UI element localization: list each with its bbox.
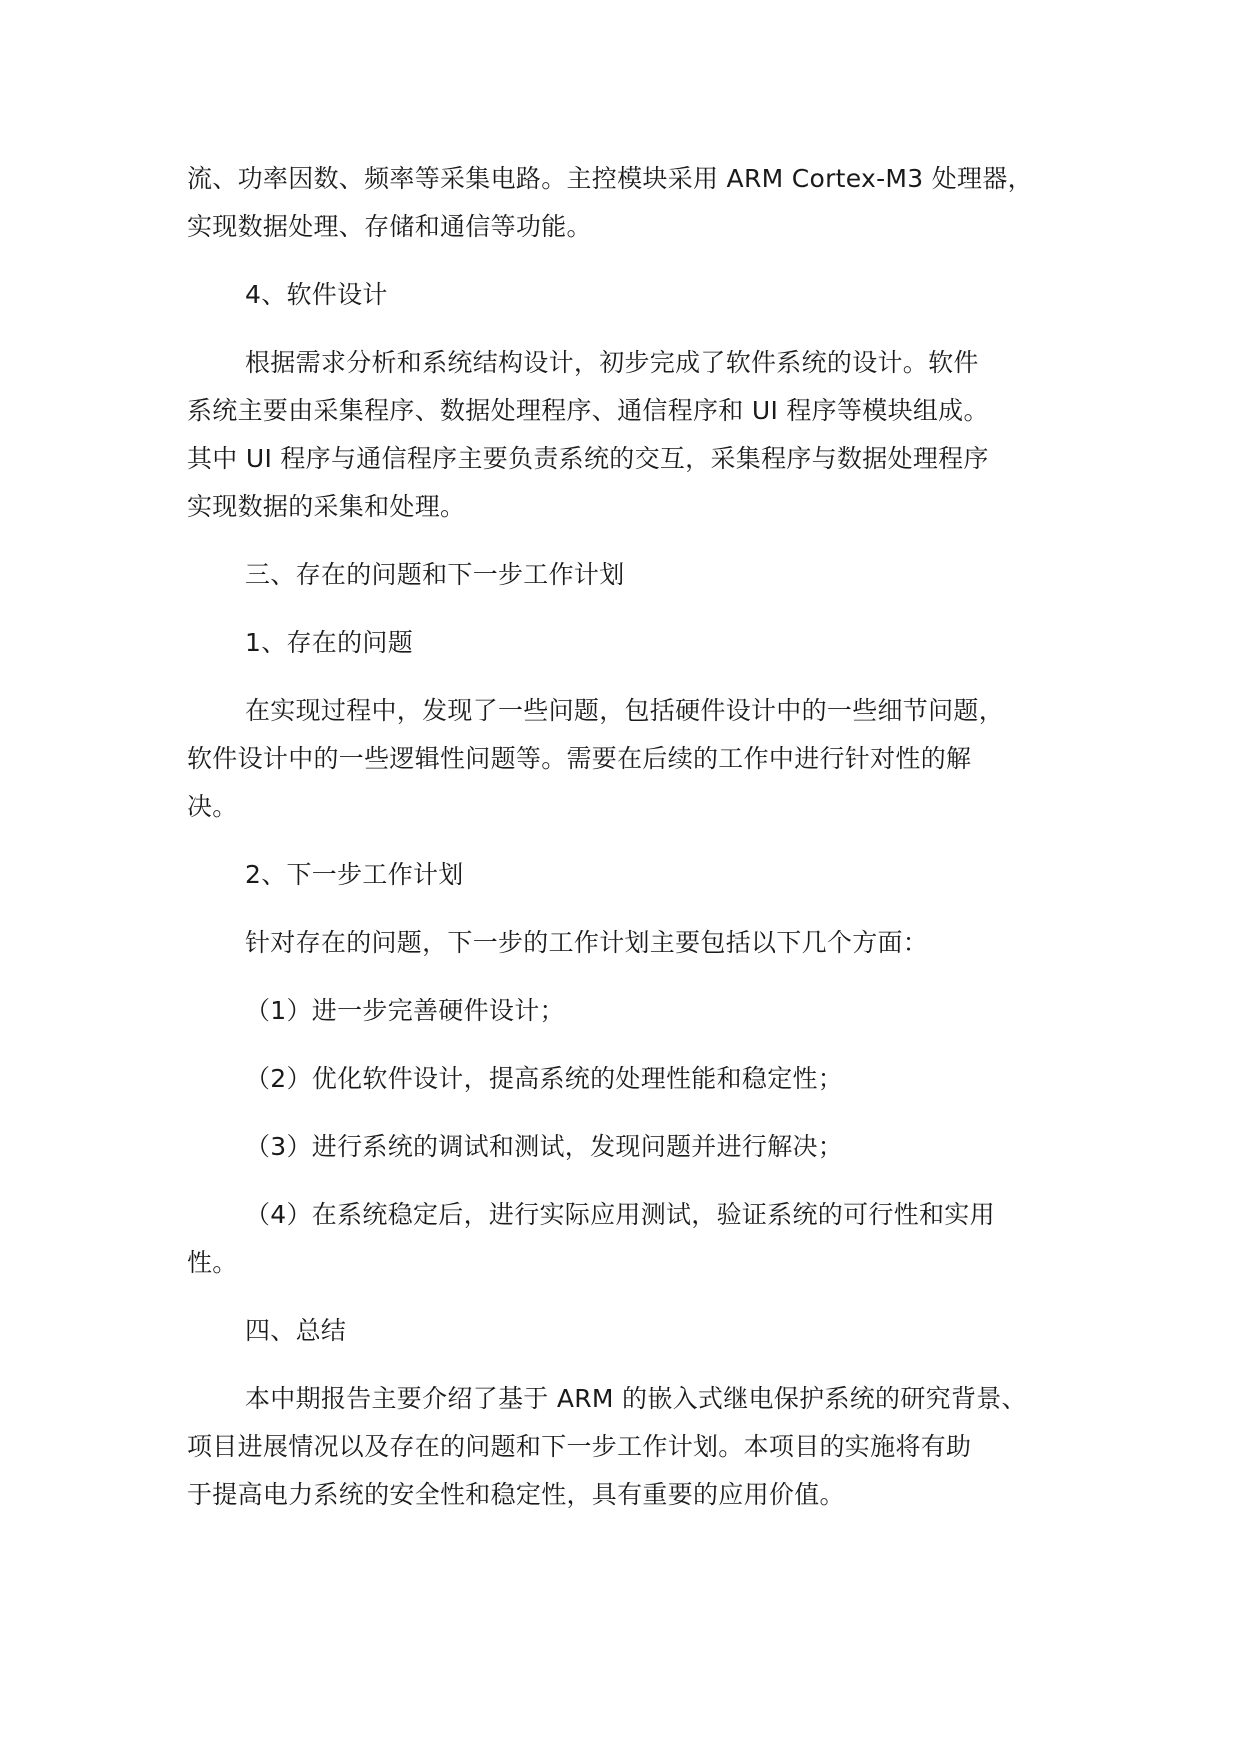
text-line: （2）优化软件设计，提高系统的处理性能和稳定性； (245, 1064, 844, 1093)
text-line: 决。 (187, 792, 238, 821)
text-line: 本中期报告主要介绍了基于 ARM 的嵌入式继电保护系统的研究背景、 (245, 1384, 1027, 1413)
paragraph-problems (187, 687, 1087, 831)
text-line: 系统主要由采集程序、数据处理程序、通信程序和 UI 程序等模块组成。 (187, 396, 989, 425)
text-line: 软件设计中的一些逻辑性问题等。需要在后续的工作中进行针对性的解 (187, 744, 972, 773)
section-heading-problems-plan (187, 551, 1087, 599)
list-item-plan-2 (187, 1055, 1087, 1103)
text-line: 根据需求分析和系统结构设计，初步完成了软件系统的设计。软件 (245, 348, 979, 377)
text-line: 项目进展情况以及存在的问题和下一步工作计划。本项目的实施将有助 (187, 1432, 972, 1461)
paragraph-software-design (187, 339, 1087, 531)
text-line: （3）进行系统的调试和测试，发现问题并进行解决； (245, 1132, 844, 1161)
text-line: 实现数据的采集和处理。 (187, 492, 466, 521)
heading-text: 三、存在的问题和下一步工作计划 (245, 560, 625, 589)
text-line: 于提高电力系统的安全性和稳定性，具有重要的应用价值。 (187, 1480, 845, 1509)
list-item-plan-4 (187, 1191, 1087, 1287)
subsection-heading-next-plan (187, 851, 1087, 899)
heading-text: 四、总结 (245, 1316, 347, 1345)
paragraph-plan-intro (187, 919, 1087, 967)
text-line: 在实现过程中，发现了一些问题，包括硬件设计中的一些细节问题， (245, 696, 1005, 725)
paragraph-summary (187, 1375, 1087, 1519)
text-line: （1）进一步完善硬件设计； (245, 996, 565, 1025)
section-heading-summary (187, 1307, 1087, 1355)
heading-text: 4、软件设计 (245, 280, 388, 309)
section-heading-software-design (187, 271, 1087, 319)
heading-text: 1、存在的问题 (245, 628, 414, 657)
text-line: 流、功率因数、频率等采集电路。主控模块采用 ARM Cortex-M3 处理器， (187, 164, 1033, 193)
document-body (187, 155, 1087, 1539)
list-item-plan-3 (187, 1123, 1087, 1171)
text-line: 实现数据处理、存储和通信等功能。 (187, 212, 592, 241)
list-item-plan-1 (187, 987, 1087, 1035)
paragraph-hardware-continued (187, 155, 1087, 251)
heading-text: 2、下一步工作计划 (245, 860, 464, 889)
text-line: 其中 UI 程序与通信程序主要负责系统的交互，采集程序与数据处理程序 (187, 444, 989, 473)
text-line: 针对存在的问题，下一步的工作计划主要包括以下几个方面： (245, 928, 929, 957)
subsection-heading-problems (187, 619, 1087, 667)
text-line: （4）在系统稳定后，进行实际应用测试，验证系统的可行性和实用 (245, 1200, 995, 1229)
text-line: 性。 (187, 1248, 238, 1277)
